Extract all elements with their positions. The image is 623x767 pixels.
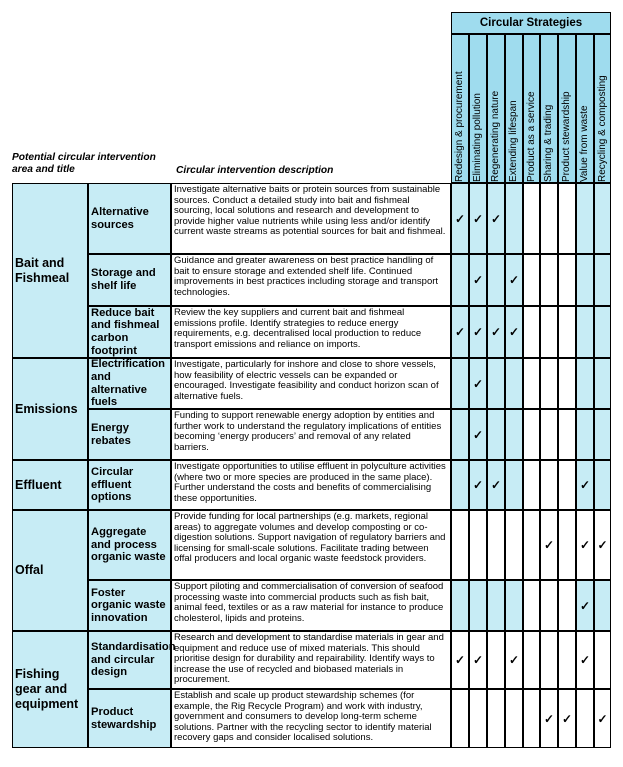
strategy-header: Product as a service (523, 34, 540, 183)
strategy-cell (540, 580, 558, 631)
strategy-cell (594, 306, 611, 358)
strategy-check: ✓ (487, 306, 505, 358)
strategy-cell (469, 580, 487, 631)
strategy-check: ✓ (558, 689, 576, 748)
strategy-cell (487, 689, 505, 748)
strategy-cell (487, 409, 505, 460)
intervention-description: Research and development to standardise materials in gear and equipment and reduce use of mixed materials. This should prioritise design for durability and repairability. Identify ways to increase the use of recycled and biobased materials in procurement. (171, 631, 451, 689)
strategy-cell (487, 358, 505, 409)
strategy-header: Product stewardship (558, 34, 576, 183)
strategy-check: ✓ (469, 306, 487, 358)
strategy-check: ✓ (451, 306, 469, 358)
strategy-cell (558, 409, 576, 460)
strategy-cell (558, 580, 576, 631)
strategy-cell (576, 409, 594, 460)
intervention-description: Investigate, particularly for inshore and close to shore vessels, how feasibility of electric vessels can be expanded or encouraged. Investigate feasibility and conduct horizon scan of alternative fuels. (171, 358, 451, 409)
strategy-check: ✓ (469, 254, 487, 306)
strategy-cell (505, 580, 523, 631)
strategy-cell (451, 689, 469, 748)
strategy-cell (558, 460, 576, 510)
strategy-cell (558, 358, 576, 409)
strategy-cell (451, 254, 469, 306)
strategy-check: ✓ (594, 689, 611, 748)
strategy-cell (451, 460, 469, 510)
strategy-cell (523, 409, 540, 460)
strategy-check: ✓ (505, 631, 523, 689)
strategy-cell (594, 254, 611, 306)
strategy-check: ✓ (451, 183, 469, 254)
strategy-cell (594, 631, 611, 689)
strategy-cell (558, 631, 576, 689)
strategy-cell (469, 510, 487, 580)
strategy-check: ✓ (469, 460, 487, 510)
strategy-cell (523, 183, 540, 254)
strategy-cell (505, 460, 523, 510)
strategy-header: Extending lifespan (505, 34, 523, 183)
strategy-cell (505, 358, 523, 409)
intervention-description: Investigate opportunities to utilise effluent in polyculture activities (where two or more species are produced in the same place). Further understand the costs and benefits of commercialising these opportunities. (171, 460, 451, 510)
intervention-description: Support piloting and commercialisation of conversion of seafood processing waste into commercial products such as fish bait, animal feed, textiles or as a raw material for instance to produce cholesterol, lipids and proteins. (171, 580, 451, 631)
strategy-cell (451, 409, 469, 460)
strategy-check: ✓ (469, 631, 487, 689)
strategy-cell (594, 460, 611, 510)
strategy-cell (576, 254, 594, 306)
strategy-check: ✓ (576, 460, 594, 510)
area-cell: Bait and Fishmeal (12, 183, 88, 358)
area-cell: Fishing gear and equipment (12, 631, 88, 748)
strategy-check: ✓ (469, 183, 487, 254)
strategy-cell (523, 254, 540, 306)
strategy-cell (487, 631, 505, 689)
strategy-check: ✓ (469, 358, 487, 409)
intervention-description: Provide funding for local partnerships (e.g. markets, regional areas) to aggregate volumes and develop composting or co-digestion solutions. Support navigation of regulatory barriers and licensing for small-scale solutions. Facilitate trading between offal producers and local organic waste feedstock providers. (171, 510, 451, 580)
intervention-title: Energy rebates (88, 409, 171, 460)
strategy-check: ✓ (505, 306, 523, 358)
strategy-cell (576, 183, 594, 254)
strategy-cell (540, 460, 558, 510)
intervention-title: Storage and shelf life (88, 254, 171, 306)
strategy-check: ✓ (576, 510, 594, 580)
intervention-title: Electrification and alternative fuels (88, 358, 171, 409)
intervention-title: Foster organic waste innovation (88, 580, 171, 631)
strategy-cell (594, 409, 611, 460)
strategy-header: Value from waste (576, 34, 594, 183)
strategy-header: Sharing & trading (540, 34, 558, 183)
strategy-cell (469, 689, 487, 748)
description-column-heading: Circular intervention description (176, 165, 334, 176)
intervention-title: Standardisation and circular design (88, 631, 171, 689)
strategy-cell (540, 358, 558, 409)
strategy-cell (523, 460, 540, 510)
strategy-check: ✓ (540, 510, 558, 580)
area-cell: Effluent (12, 460, 88, 510)
strategy-check: ✓ (576, 631, 594, 689)
intervention-title: Circular effluent options (88, 460, 171, 510)
intervention-title: Aggregate and process organic waste (88, 510, 171, 580)
strategy-cell (594, 580, 611, 631)
strategy-header: Regenerating nature (487, 34, 505, 183)
area-cell: Emissions (12, 358, 88, 460)
strategy-cell (505, 510, 523, 580)
strategy-cell (505, 689, 523, 748)
strategy-cell (523, 631, 540, 689)
strategy-cell (451, 580, 469, 631)
strategy-cell (540, 183, 558, 254)
area-column-heading: Potential circular intervention area and title (12, 152, 156, 175)
strategy-cell (523, 580, 540, 631)
strategy-cell (523, 306, 540, 358)
intervention-title: Product stewardship (88, 689, 171, 748)
strategy-cell (576, 306, 594, 358)
intervention-description: Guidance and greater awareness on best practice handling of bait to ensure storage and extended shelf life. Continued improvements in best practices including storage and transport technologies. (171, 254, 451, 306)
strategy-check: ✓ (469, 409, 487, 460)
strategy-check: ✓ (487, 183, 505, 254)
strategy-header: Recycling & composting (594, 34, 611, 183)
intervention-description: Investigate alternative baits or protein sources from sustainable sources. Conduct a detailed study into bait and fishmeal sourcing, local solutions and research and development to provide higher value nutrients while using less and/or identify current waste streams as potential sources for bait and fishmeal. (171, 183, 451, 254)
strategy-cell (558, 254, 576, 306)
strategy-header: Eliminating pollution (469, 34, 487, 183)
strategy-cell (558, 183, 576, 254)
strategy-header: Redesign & procurement (451, 34, 469, 183)
intervention-title: Reduce bait and fishmeal carbon footprint (88, 306, 171, 358)
strategy-cell (487, 580, 505, 631)
intervention-description: Funding to support renewable energy adoption by entities and further work to understand the regulatory implications of entities becoming ‘energy producers’ and removal of any related barriers. (171, 409, 451, 460)
intervention-description: Establish and scale up product stewardship schemes (for example, the Rig Recycle Program) and work with industry, government and consumers to develop long-term scheme solutions. Partner with the recycling sector to identify material recovery gaps and consider localised solutions. (171, 689, 451, 748)
strategy-cell (523, 358, 540, 409)
strategy-check: ✓ (505, 254, 523, 306)
intervention-title: Alternative sources (88, 183, 171, 254)
strategy-cell (576, 358, 594, 409)
strategy-cell (540, 306, 558, 358)
strategy-cell (558, 510, 576, 580)
strategy-cell (540, 409, 558, 460)
strategy-cell (451, 358, 469, 409)
area-cell: Offal (12, 510, 88, 631)
strategy-cell (451, 510, 469, 580)
strategy-cell (540, 631, 558, 689)
strategy-check: ✓ (576, 580, 594, 631)
strategy-cell (487, 254, 505, 306)
intervention-description: Review the key suppliers and current bait and fishmeal emissions profile. Identify strategies to reduce energy requirements, e.g. decentralised local production to reduce transport emissions and reliance on imports. (171, 306, 451, 358)
strategy-cell (505, 183, 523, 254)
strategy-check: ✓ (540, 689, 558, 748)
strategy-cell (576, 689, 594, 748)
strategy-cell (523, 510, 540, 580)
strategy-check: ✓ (487, 460, 505, 510)
strategy-cell (505, 409, 523, 460)
strategy-cell (540, 254, 558, 306)
strategy-cell (523, 689, 540, 748)
strategy-cell (558, 306, 576, 358)
strategy-check: ✓ (451, 631, 469, 689)
strategy-check: ✓ (594, 510, 611, 580)
strategy-cell (594, 183, 611, 254)
circular-strategies-heading: Circular Strategies (451, 12, 611, 34)
strategy-cell (487, 510, 505, 580)
strategy-cell (594, 358, 611, 409)
